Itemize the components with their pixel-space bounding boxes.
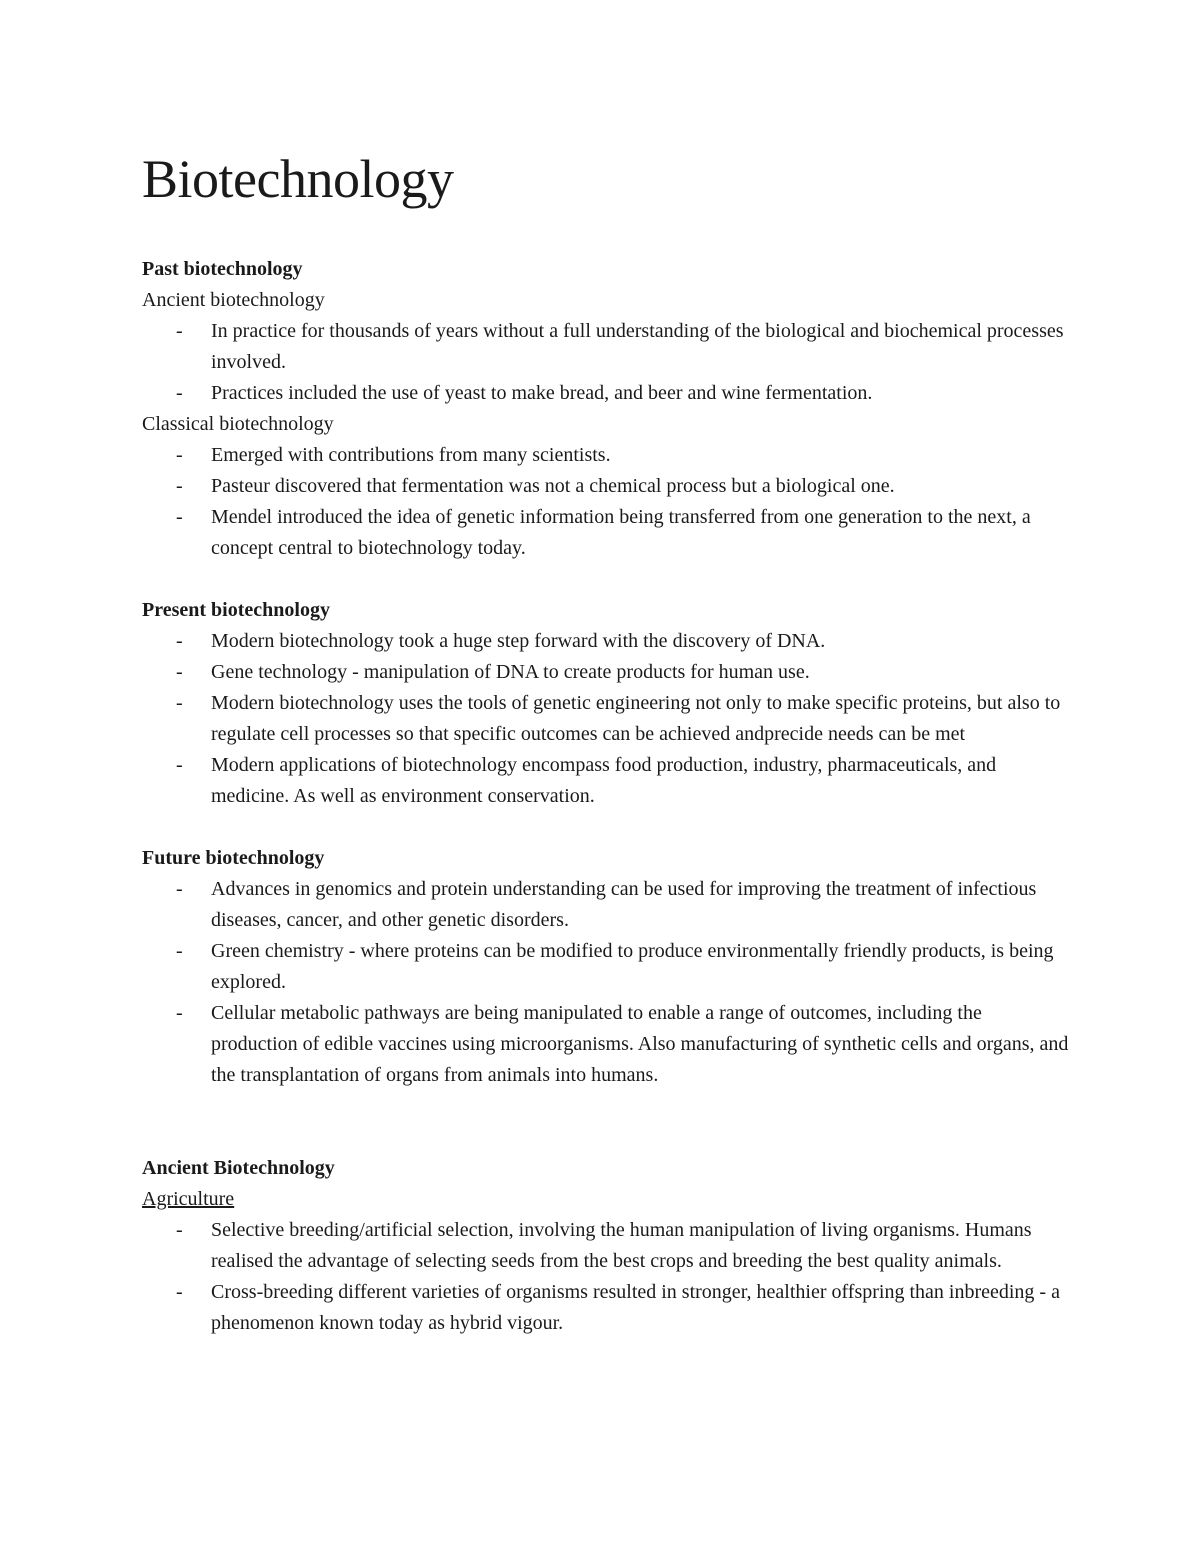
section-heading-past: Past biotechnology (142, 258, 303, 280)
bullet-list-classical (142, 440, 1072, 564)
bullet-dash: - (176, 1281, 183, 1303)
bullet-dash: - (176, 1219, 183, 1241)
bullet-dash: - (176, 630, 183, 652)
bullet-list-future (142, 874, 1072, 1091)
list-item: - Pasteur discovered that fermentation was not a chemical process but a biological one. (142, 471, 1072, 502)
list-item: - Emerged with contributions from many scientists. (142, 440, 1072, 471)
subsection-label-ancient: Ancient biotechnology (142, 289, 325, 311)
bullet-list-agriculture (142, 1215, 1072, 1339)
list-item: - Mendel introduced the idea of genetic information being transferred from one generation to the next, a concept central to biotechnology today. (142, 502, 1072, 564)
bullet-dash: - (176, 661, 183, 683)
list-item: - Practices included the use of yeast to make bread, and beer and wine fermentation. (142, 378, 1072, 409)
bullet-dash: - (176, 475, 183, 497)
bullet-list-ancient (142, 316, 1072, 409)
subsection-label-classical: Classical biotechnology (142, 413, 334, 435)
bullet-dash: - (176, 382, 183, 404)
list-item: - Modern biotechnology took a huge step forward with the discovery of DNA. (142, 626, 1072, 657)
section-heading-future: Future biotechnology (142, 847, 325, 869)
document-page (142, 140, 1072, 1339)
bullet-dash: - (176, 320, 183, 342)
list-item: - In practice for thousands of years without a full understanding of the biological and biochemical processes involved. (142, 316, 1072, 378)
bullet-dash: - (176, 940, 183, 962)
bullet-dash: - (176, 754, 183, 776)
list-item: - Cellular metabolic pathways are being manipulated to enable a range of outcomes, including the production of edible vaccines using microorganisms. Also manufacturing of synthetic cells and organs, and the transplantation of organs from animals into humans. (142, 998, 1072, 1091)
list-item: - Advances in genomics and protein understanding can be used for improving the treatment of infectious diseases, cancer, and other genetic disorders. (142, 874, 1072, 936)
section-heading-ancient-biotechnology: Ancient Biotechnology (142, 1157, 335, 1179)
bullet-dash: - (176, 878, 183, 900)
list-item: - Modern biotechnology uses the tools of genetic engineering not only to make specific proteins, but also to regulate cell processes so that specific outcomes can be achieved andprecide needs can be met (142, 688, 1072, 750)
list-item: - Selective breeding/artificial selection, involving the human manipulation of living organisms. Humans realised the advantage of selecting seeds from the best crops and breeding the best quality animals. (142, 1215, 1072, 1277)
bullet-list-present (142, 626, 1072, 812)
bullet-dash: - (176, 506, 183, 528)
section-heading-present: Present biotechnology (142, 599, 330, 621)
bullet-dash: - (176, 444, 183, 466)
subsection-label-agriculture: Agriculture (142, 1188, 235, 1210)
list-item: - Green chemistry - where proteins can be modified to produce environmentally friendly products, is being explored. (142, 936, 1072, 998)
document-title: Biotechnology (142, 149, 454, 209)
bullet-dash: - (176, 1002, 183, 1024)
list-item: - Gene technology - manipulation of DNA to create products for human use. (142, 657, 1072, 688)
list-item: - Cross-breeding different varieties of organisms resulted in stronger, healthier offspring than inbreeding - a phenomenon known today as hybrid vigour. (142, 1277, 1072, 1339)
bullet-dash: - (176, 692, 183, 714)
list-item: - Modern applications of biotechnology encompass food production, industry, pharmaceuticals, and medicine. As well as environment conservation. (142, 750, 1072, 812)
